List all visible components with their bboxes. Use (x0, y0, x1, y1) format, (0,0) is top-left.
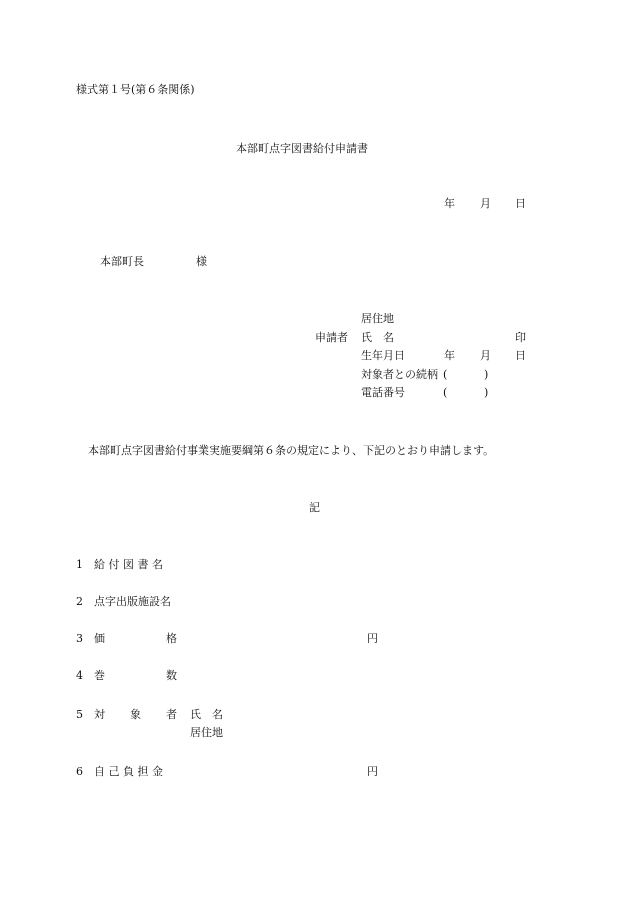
addressee-name: 本部町長 (100, 255, 144, 268)
birth-year: 年 (444, 349, 455, 362)
relation-open: ( (443, 368, 448, 381)
addressee-honorific: 様 (196, 255, 207, 268)
birth-month: 月 (480, 349, 491, 362)
item-label: 格 (166, 632, 177, 645)
item-unit: 円 (367, 632, 378, 645)
item-label: 対 (94, 708, 105, 721)
item-unit: 円 (367, 765, 378, 778)
body-text: 本部町点字図書給付事業実施要綱第６条の規定により、下記のとおり申請します。 (88, 444, 495, 457)
item-label: 者 (166, 708, 177, 721)
birth-day: 日 (515, 349, 526, 362)
name-label: 氏 名 (361, 331, 394, 344)
document-title: 本部町点字図書給付申請書 (236, 142, 368, 155)
item-label: 価 (94, 632, 105, 645)
item-number: 6 (76, 765, 83, 778)
item-label: 自 己 負 担 金 (94, 765, 163, 778)
item-number: 3 (76, 632, 83, 645)
item-number: 1 (76, 558, 83, 571)
item-number: 5 (76, 708, 83, 721)
phone-open: ( (443, 386, 448, 399)
address-label: 居住地 (361, 312, 394, 325)
item-sub-label: 氏 名 (190, 708, 223, 721)
date-day: 日 (515, 197, 526, 210)
phone-close: ) (484, 386, 489, 399)
item-label: 巻 (94, 669, 105, 682)
seal-mark: 印 (515, 331, 526, 344)
relation-close: ) (484, 368, 489, 381)
form-number: 様式第１号(第６条関係) (76, 83, 195, 96)
item-label: 点字出版施設名 (94, 595, 171, 608)
phone-label: 電話番号 (361, 386, 405, 399)
date-year: 年 (444, 197, 455, 210)
item-sub-label: 居住地 (190, 726, 223, 739)
relation-label: 対象者との続柄 (361, 368, 438, 381)
item-label: 象 (130, 708, 141, 721)
item-number: 2 (76, 595, 83, 608)
applicant-label: 申請者 (315, 331, 348, 344)
item-number: 4 (76, 669, 83, 682)
ki-heading: 記 (309, 501, 320, 514)
birth-label: 生年月日 (361, 349, 405, 362)
item-label: 給 付 図 書 名 (94, 558, 163, 571)
date-month: 月 (480, 197, 491, 210)
item-label: 数 (166, 669, 177, 682)
